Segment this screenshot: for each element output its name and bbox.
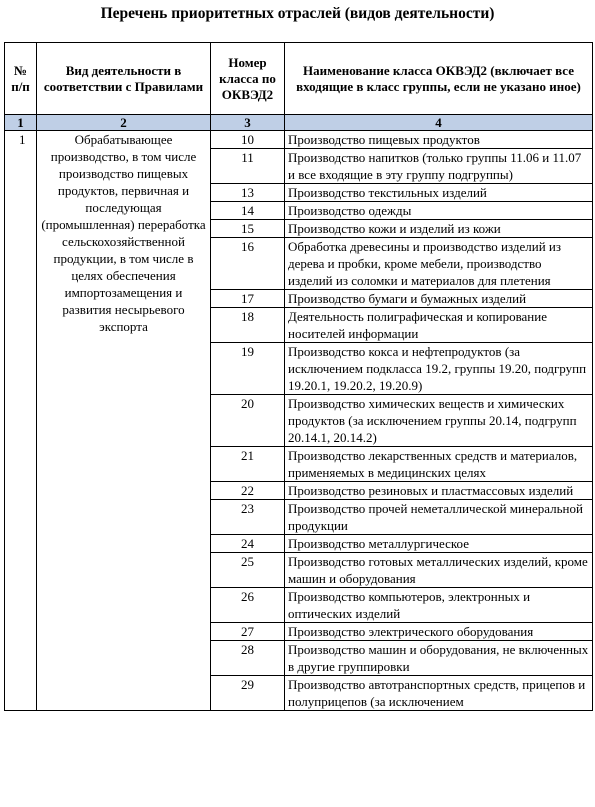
table-row (5, 131, 593, 149)
okved-class-code: 10 (211, 131, 285, 149)
table-body (5, 131, 593, 711)
okved-class-name: Производство химических веществ и химических продуктов (за исключением группы 20.14, подгрупп 20.14.1, 20.14.2) (285, 395, 593, 447)
column-number-row (5, 115, 593, 131)
okved-class-name: Производство одежды (285, 202, 593, 220)
okved-class-name: Производство компьютеров, электронных и оптических изделий (285, 588, 593, 623)
okved-class-name: Производство кокса и нефтепродуктов (за исключением подкласса 19.2, группы 19.20, подгрупп 19.20.1, 19.20.2, 19.20.9) (285, 343, 593, 395)
okved-class-name: Производство бумаги и бумажных изделий (285, 290, 593, 308)
okved-class-name: Производство готовых металлических изделий, кроме машин и оборудования (285, 553, 593, 588)
priority-industries-table (4, 42, 593, 711)
okved-class-name: Деятельность полиграфическая и копирование носителей информации (285, 308, 593, 343)
okved-class-code: 23 (211, 500, 285, 535)
column-number: 4 (285, 115, 593, 131)
column-number: 2 (37, 115, 211, 131)
okved-class-code: 11 (211, 149, 285, 184)
okved-class-name: Производство металлургическое (285, 535, 593, 553)
okved-class-code: 20 (211, 395, 285, 447)
okved-class-code: 16 (211, 238, 285, 290)
okved-class-name: Производство электрического оборудования (285, 623, 593, 641)
okved-class-code: 28 (211, 641, 285, 676)
okved-class-name: Производство кожи и изделий из кожи (285, 220, 593, 238)
okved-class-code: 27 (211, 623, 285, 641)
okved-class-code: 18 (211, 308, 285, 343)
okved-class-code: 15 (211, 220, 285, 238)
okved-class-code: 24 (211, 535, 285, 553)
okved-class-code: 14 (211, 202, 285, 220)
okved-class-code: 26 (211, 588, 285, 623)
okved-class-name: Производство прочей неметаллической минеральной продукции (285, 500, 593, 535)
header-class-name: Наименование класса ОКВЭД2 (включает все входящие в класс группы, если не указано иное) (285, 43, 593, 115)
table-header-row (5, 43, 593, 115)
column-number: 3 (211, 115, 285, 131)
okved-class-name: Производство текстильных изделий (285, 184, 593, 202)
okved-class-name: Производство машин и оборудования, не включенных в другие группировки (285, 641, 593, 676)
column-number: 1 (5, 115, 37, 131)
row-number: 1 (5, 131, 37, 711)
okved-class-name: Обработка древесины и производство изделий из дерева и пробки, кроме мебели, производство изделий из соломки и материалов для плетения (285, 238, 593, 290)
okved-class-name: Производство напитков (только группы 11.06 и 11.07 и все входящие в эту группу подгруппы) (285, 149, 593, 184)
okved-class-code: 29 (211, 676, 285, 711)
document-title: Перечень приоритетных отраслей (видов деятельности) (100, 5, 495, 22)
okved-class-name: Производство автотранспортных средств, прицепов и полуприцепов (за исключением (285, 676, 593, 711)
okved-class-name: Производство резиновых и пластмассовых изделий (285, 482, 593, 500)
okved-class-code: 17 (211, 290, 285, 308)
header-num: № п/п (5, 43, 37, 115)
okved-class-code: 22 (211, 482, 285, 500)
header-activity: Вид деятельности в соответствии с Правилами (37, 43, 211, 115)
okved-class-code: 21 (211, 447, 285, 482)
activity-description: Обрабатывающее производство, в том числе производство пищевых продуктов, первичная и последующая (промышленная) переработка сельскохозяйственной продукции, в том числе в целях обеспечения импортозамещения и развития несырьевого экспорта (37, 131, 211, 711)
okved-class-name: Производство пищевых продуктов (285, 131, 593, 149)
okved-class-name: Производство лекарственных средств и материалов, применяемых в медицинских целях (285, 447, 593, 482)
okved-class-code: 19 (211, 343, 285, 395)
okved-class-code: 25 (211, 553, 285, 588)
header-class-number: Номер класса по ОКВЭД2 (211, 43, 285, 115)
okved-class-code: 13 (211, 184, 285, 202)
